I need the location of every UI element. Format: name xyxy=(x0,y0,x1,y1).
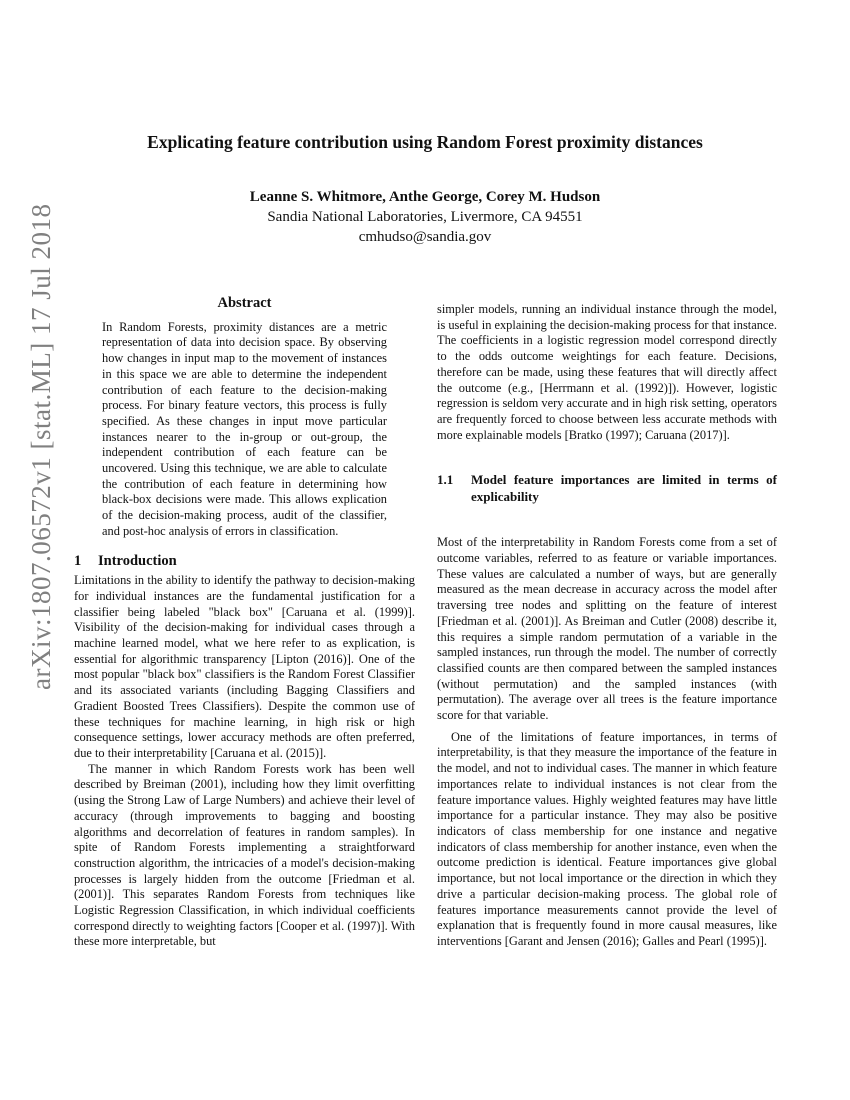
section-number: 1 xyxy=(74,552,82,569)
intro-paragraph-2: The manner in which Random Forests work has been well described by Breiman (2001), including how they limit overfitting (using the Strong Law of Large Numbers) and achieve their level of accuracy (through improvements to bagging and boosting algorithms and decorrelation of features in random samples). In spite of Random Forests implementing a straightforward construction algorithm, the intricacies of a model's decision-making processes is largely hidden from the outcome [Friedman et al. (2001)]. This separates Random Forests from techniques like Logistic Regression Classification, in which individual coefficients correspond directly to weighting factors [Cooper et al. (1997)]. With these more interpretable, but xyxy=(74,761,415,949)
affiliation: Sandia National Laboratories, Livermore, CA 94551 xyxy=(267,209,583,225)
subsection-number: 1.1 xyxy=(437,472,454,488)
subsection-paragraph-1: Most of the interpretability in Random Forests come from a set of outcome variables, referred to as feature or variable importances. These values are calculated a number of ways, but are generally measured as the mean decrease in accuracy across the model after traversing tree nodes and splitting on the feature of interest [Friedman et al. (2001)]. As Breiman and Cutler (2008) describe it, this requires a simple random permutation of a variable in the sampled instances, run through the model. The number of correctly classified counts are then compared between the sampled instances (without permutation) and the sampled instances (with permutation). The average over all trees is the feature importance score for that variable. xyxy=(437,535,777,723)
arxiv-stamp-text: arXiv:1807.06572v1 [stat.ML] 17 Jul 2018 xyxy=(26,203,56,690)
paper-title: Explicating feature contribution using Random Forest proximity distances xyxy=(147,132,703,152)
subsection-heading xyxy=(437,471,777,505)
intro-paragraph-1: Limitations in the ability to identify the pathway to decision-making for individual instances are the fundamental justification for a classifier being labeled "black box" [Caruana et al. (1999)]. Visibility of the decision-making for individual cases through a machine learned model, what we here refer to as explication, is essential for algorithmic transparency [Lipton (2016)]. One of the most popular "black box" classifiers is the Random Forest Classifier and its associated variants (including Bagging Classifiers and Gradient Boosted Trees Classifiers). Despite the common use of these techniques for machine learning, in high risk or high consequence settings, lower accuracy methods are often preferred, due to their interpretability [Caruana et al. (2015)]. xyxy=(74,573,415,760)
section-heading-introduction xyxy=(74,554,415,570)
subsection-title: Model feature importances are limited in terms of explicability xyxy=(471,472,777,505)
intro-paragraph-3: simpler models, running an individual instance through the model, is useful in explaining the decision-making process for that instance. The coefficients in a logistic regression model correspond directly to the odds outcome weightings for each feature. Decisions, therefore can be made, using these features that will directly affect the outcome (e.g., [Herrmann et al. (1992)]). However, logistic regression is seldom very accurate and in high risk setting, operators are frequently forced to choose between less accurate methods with more explainable models [Bratko (1997); Caruana (2017)]. xyxy=(437,302,777,442)
author-email[interactable]: cmhudso@sandia.gov xyxy=(358,229,492,245)
subsection-paragraph-2: One of the limitations of feature importances, in terms of interpretability, is that they measure the importance of the feature in the model, and not to individual cases. The manner in which feature importances relate to individual instances is not clear from the feature importance values. Highly weighted features may have little importance for a particular instance. They may also be positive indicators of class membership for one instance and negative indicators of class membership for another instance, even when the outcome prediction is identical. Feature importances give global importance, but not local importance or the direction in which they drive a particular decision-making process. The global role of features importance measurements cannot provide the level of explanation that is frequently found in more causal measures, like interventions [Garant and Jensen (2016); Galles and Pearl (1995)]. xyxy=(437,729,777,948)
section-title: Introduction xyxy=(98,552,177,569)
right-column xyxy=(437,302,777,950)
abstract-heading: Abstract xyxy=(217,295,272,311)
abstract-body: In Random Forests, proximity distances are a metric representation of data into decision space. By observing how changes in input map to the movement of instances in this space we are able to determine the independent contribution of each feature to the decision-making process. For binary feature vectors, this process is fully specified. As these changes in input move particular instances nearer to the in-group or out-group, the independent contribution of each feature can be uncovered. Using this technique, we are able to calculate the contribution of each feature in determining how black-box decisions were made. This allows explication of the decision-making process, audit of the classifier, and post-hoc analysis of errors in classification. xyxy=(102,319,387,538)
left-column xyxy=(74,296,415,950)
author-list: Leanne S. Whitmore, Anthe George, Corey M. Hudson xyxy=(249,189,601,205)
